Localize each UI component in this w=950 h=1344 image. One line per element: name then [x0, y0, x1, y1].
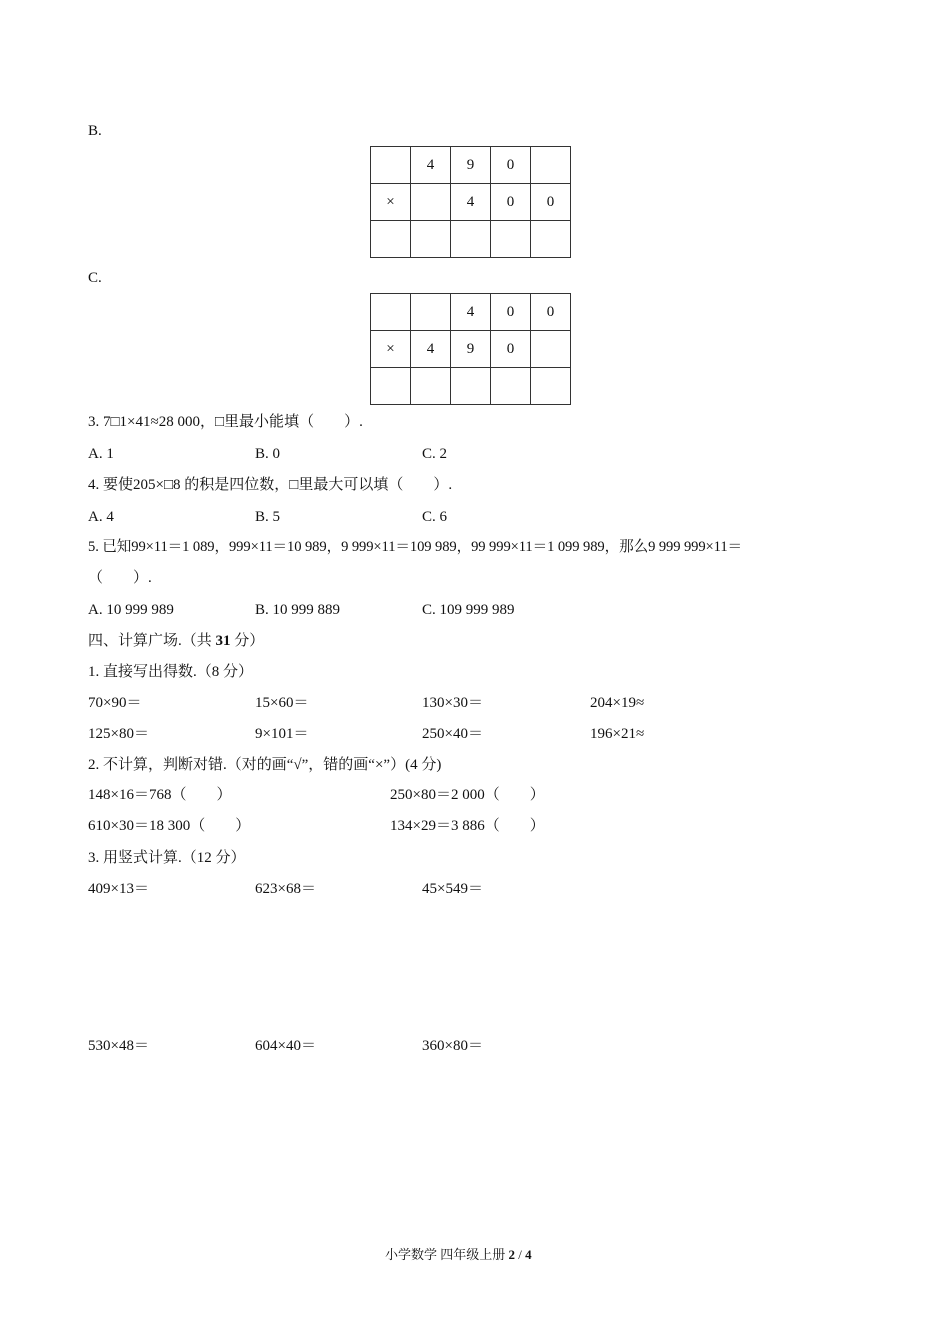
option-c-grid: [370, 293, 571, 405]
grid-cell: [371, 368, 411, 405]
option-b-grid: [370, 146, 571, 258]
grid-cell: 0: [491, 147, 531, 184]
question-5-option-a: A. 10 999 989: [88, 602, 174, 618]
footer-total-pages: 4: [525, 1247, 532, 1262]
judge-item: 250×80＝2 000（ ）: [390, 787, 545, 803]
grid-cell: [411, 294, 451, 331]
grid-row: [371, 147, 571, 184]
grid-cell: 4: [411, 331, 451, 368]
grid-cell: 0: [491, 294, 531, 331]
question-4-option-b: B. 5: [255, 509, 281, 525]
grid-cell: 0: [491, 331, 531, 368]
grid-cell: [531, 368, 571, 405]
question-3-stem: 3. 7□1×41≈28 000，□里最小能填（ ）.: [88, 414, 363, 430]
grid-row: [371, 184, 571, 221]
grid-cell: 4: [451, 294, 491, 331]
grid-cell: 4: [411, 147, 451, 184]
grid-cell: 0: [531, 294, 571, 331]
judge-item: 148×16＝768（ ）: [88, 787, 232, 803]
question-3-option-a: A. 1: [88, 446, 114, 462]
grid-cell: [371, 294, 411, 331]
option-c-label: C.: [88, 270, 102, 286]
section-4-title: [88, 632, 264, 650]
question-4-stem: 4. 要使205×□8 的积是四位数，□里最大可以填（ ）.: [88, 477, 453, 493]
grid-cell: 0: [531, 184, 571, 221]
grid-cell: [371, 221, 411, 258]
question-4-option-a: A. 4: [88, 509, 114, 525]
calc-item: 204×19≈: [590, 695, 645, 711]
question-5-option-c: C. 109 999 989: [422, 602, 515, 618]
subsection-1-title: 1. 直接写出得数.（8 分）: [88, 664, 254, 680]
subsection-3-title: 3. 用竖式计算.（12 分）: [88, 850, 246, 866]
question-5-stem-cont: （ ）.: [88, 570, 152, 586]
judge-item: 610×30＝18 300（ ）: [88, 818, 251, 834]
vertical-calc-item: 360×80＝: [422, 1038, 483, 1054]
grid-row: [371, 368, 571, 405]
judge-item: 134×29＝3 886（ ）: [390, 818, 545, 834]
grid-cell: [451, 368, 491, 405]
question-5-stem: 5. 已知99×11＝1 089，999×11＝10 989，9 999×11＝109 989，99 999×11＝1 099 989，那么9 999 999×11＝: [88, 539, 743, 555]
section-4-title-post: 分）: [230, 633, 265, 649]
grid-cell: ×: [371, 331, 411, 368]
page-footer: [385, 1246, 532, 1264]
grid-cell: [411, 368, 451, 405]
grid-row: [371, 331, 571, 368]
grid-cell: [371, 147, 411, 184]
grid-row: [371, 221, 571, 258]
question-5-option-b: B. 10 999 889: [255, 602, 341, 618]
option-b-label: B.: [88, 123, 102, 139]
vertical-calc-item: 409×13＝: [88, 881, 149, 897]
vertical-calc-item: 45×549＝: [422, 881, 483, 897]
vertical-calc-item: 530×48＝: [88, 1038, 149, 1054]
grid-cell: [491, 221, 531, 258]
question-3-option-c: C. 2: [422, 446, 448, 462]
grid-row: [371, 294, 571, 331]
grid-cell: [411, 184, 451, 221]
grid-cell: [531, 147, 571, 184]
grid-cell: [531, 221, 571, 258]
grid-cell: [491, 368, 531, 405]
subsection-2-title: 2. 不计算，判断对错.（对的画“√”，错的画“×”）(4 分): [88, 757, 442, 773]
grid-cell: 0: [491, 184, 531, 221]
vertical-calc-item: 623×68＝: [255, 881, 316, 897]
calc-item: 9×101＝: [255, 726, 309, 742]
footer-separator: /: [515, 1247, 526, 1262]
grid-cell: [411, 221, 451, 258]
grid-cell: 9: [451, 147, 491, 184]
grid-cell: [531, 331, 571, 368]
calc-item: 125×80＝: [88, 726, 149, 742]
grid-cell: 4: [451, 184, 491, 221]
grid-cell: [451, 221, 491, 258]
vertical-calc-item: 604×40＝: [255, 1038, 316, 1054]
footer-text: 小学数学 四年级上册: [385, 1247, 509, 1262]
section-4-title-pre: 四、计算广场.（共: [88, 633, 216, 649]
calc-item: 15×60＝: [255, 695, 309, 711]
calc-item: 196×21≈: [590, 726, 645, 742]
calc-item: 130×30＝: [422, 695, 483, 711]
grid-cell: 9: [451, 331, 491, 368]
footer-page-number: 2: [508, 1247, 516, 1262]
calc-item: 250×40＝: [422, 726, 483, 742]
grid-cell: ×: [371, 184, 411, 221]
section-4-score: 31: [215, 633, 231, 649]
calc-item: 70×90＝: [88, 695, 142, 711]
question-3-option-b: B. 0: [255, 446, 281, 462]
question-4-option-c: C. 6: [422, 509, 448, 525]
